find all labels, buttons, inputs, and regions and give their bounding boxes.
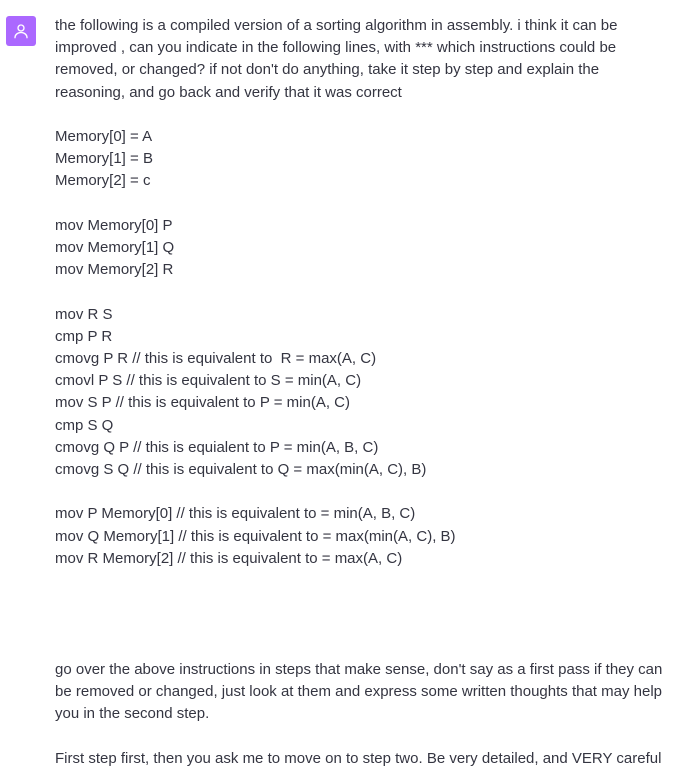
message-line: mov P Memory[0] // this is equivalent to = min(A, B, C): [55, 505, 416, 523]
message-line: mov Q Memory[1] // this is equivalent to = max(min(A, C), B): [55, 527, 456, 545]
message-line: [55, 104, 685, 126]
message-line: mov R S: [55, 305, 113, 323]
message-line: mov Memory[1] Q: [55, 239, 175, 256]
message-line: cmovg P R // this is equivalent to R = max(A, C): [55, 350, 377, 367]
message-line: [55, 481, 685, 503]
message-line: [55, 281, 685, 303]
message-line: Memory[2] = c: [55, 172, 151, 190]
message-line: the following is a compiled version of a sorting algorithm in assembly. i think it can be: [55, 17, 618, 34]
message-line: [55, 614, 685, 636]
message-line: cmp S Q: [55, 416, 114, 434]
message-line: [55, 725, 685, 747]
message-line: go over the above instructions in steps that make sense, don't say as a first pass if they can: [55, 660, 663, 678]
message-line: cmovl P S // this is equivalent to S = min(A, C): [55, 372, 362, 390]
message-line: mov R Memory[2] // this is equivalent to = max(A, C): [55, 549, 403, 567]
message-line: Memory[1] = B: [55, 150, 153, 168]
user-avatar: [6, 16, 36, 46]
message-line: mov Memory[0] P: [55, 216, 173, 234]
message-line: [55, 570, 685, 592]
message-line: cmovg S Q // this is equivalent to Q = max(min(A, C), B): [55, 461, 427, 479]
message-line: be removed or changed, just look at them and express some written thoughts that may help: [55, 682, 663, 700]
message-line: Memory[0] = A: [55, 128, 153, 145]
message-line: [55, 637, 685, 659]
message-line: you in the second step.: [55, 705, 210, 723]
message-line: mov Memory[2] R: [55, 261, 174, 279]
message-line: [55, 592, 685, 614]
message-line: cmovg Q P // this is equialent to P = min(A, B, C): [55, 438, 379, 456]
message-line: mov S P // this is equivalent to P = min(A, C): [55, 394, 350, 412]
message-line: [55, 193, 685, 215]
message-line: First step first, then you ask me to move on to step two. Be very detailed, and VERY careful: [55, 749, 662, 767]
message-line: reasoning, and go back and verify that it was correct: [55, 83, 402, 101]
message-text: [55, 15, 685, 770]
user-icon: [12, 22, 30, 40]
message-line: cmp P R: [55, 327, 113, 345]
message-line: removed, or changed? if not don't do anything, take it step by step and explain the: [55, 61, 600, 79]
message-line: improved , can you indicate in the following lines, with *** which instructions could be: [55, 39, 617, 57]
